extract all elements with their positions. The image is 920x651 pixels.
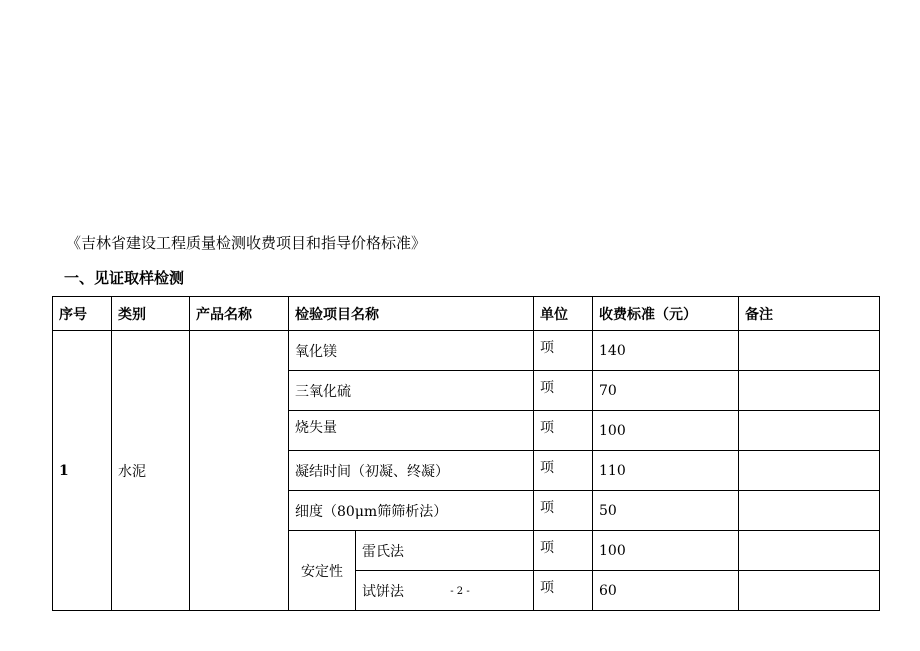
table-row [53,331,880,371]
remarks-cell [739,371,880,411]
fee-cell: 70 [593,371,739,411]
fee-cell: 100 [593,531,739,571]
row-index: 1 [53,331,112,611]
document-title: 《吉林省建设工程质量检测收费项目和指导价格标准》 [66,234,427,252]
header-remarks: 备注 [739,297,880,331]
unit-cell: 项 [534,451,593,491]
unit-cell: 项 [534,371,593,411]
row-category: 水泥 [112,331,190,611]
fee-cell: 110 [593,451,739,491]
remarks-cell [739,451,880,491]
item-name-cell: 烧失量 [289,411,534,451]
row-product [190,331,289,611]
item-name-cell: 三氧化硫 [289,371,534,411]
fee-cell: 60 [593,571,739,611]
remarks-cell [739,531,880,571]
header-item-name: 检验项目名称 [289,297,534,331]
fee-cell: 50 [593,491,739,531]
item-name-cell: 氧化镁 [289,331,534,371]
page-number: - 2 - [450,586,470,597]
header-fee: 收费标准（元） [593,297,739,331]
unit-cell: 项 [534,331,593,371]
table-header-row [53,297,880,331]
unit-cell: 项 [534,411,593,451]
item-name-cell: 试饼法 [356,571,534,611]
header-product: 产品名称 [190,297,289,331]
item-name-cell: 细度（80μm筛筛析法） [289,491,534,531]
fee-cell: 140 [593,331,739,371]
unit-cell: 项 [534,491,593,531]
fee-cell: 100 [593,411,739,451]
item-name-cell: 雷氏法 [356,531,534,571]
item-name-cell: 凝结时间（初凝、终凝） [289,451,534,491]
unit-cell: 项 [534,571,593,611]
unit-cell: 项 [534,531,593,571]
header-index: 序号 [53,297,112,331]
remarks-cell [739,491,880,531]
remarks-cell [739,411,880,451]
header-category: 类别 [112,297,190,331]
header-unit: 单位 [534,297,593,331]
fee-standard-table [52,296,880,611]
section-heading: 一、见证取样检测 [64,269,185,287]
remarks-cell [739,331,880,371]
subgroup-label-cell: 安定性 [289,531,356,611]
